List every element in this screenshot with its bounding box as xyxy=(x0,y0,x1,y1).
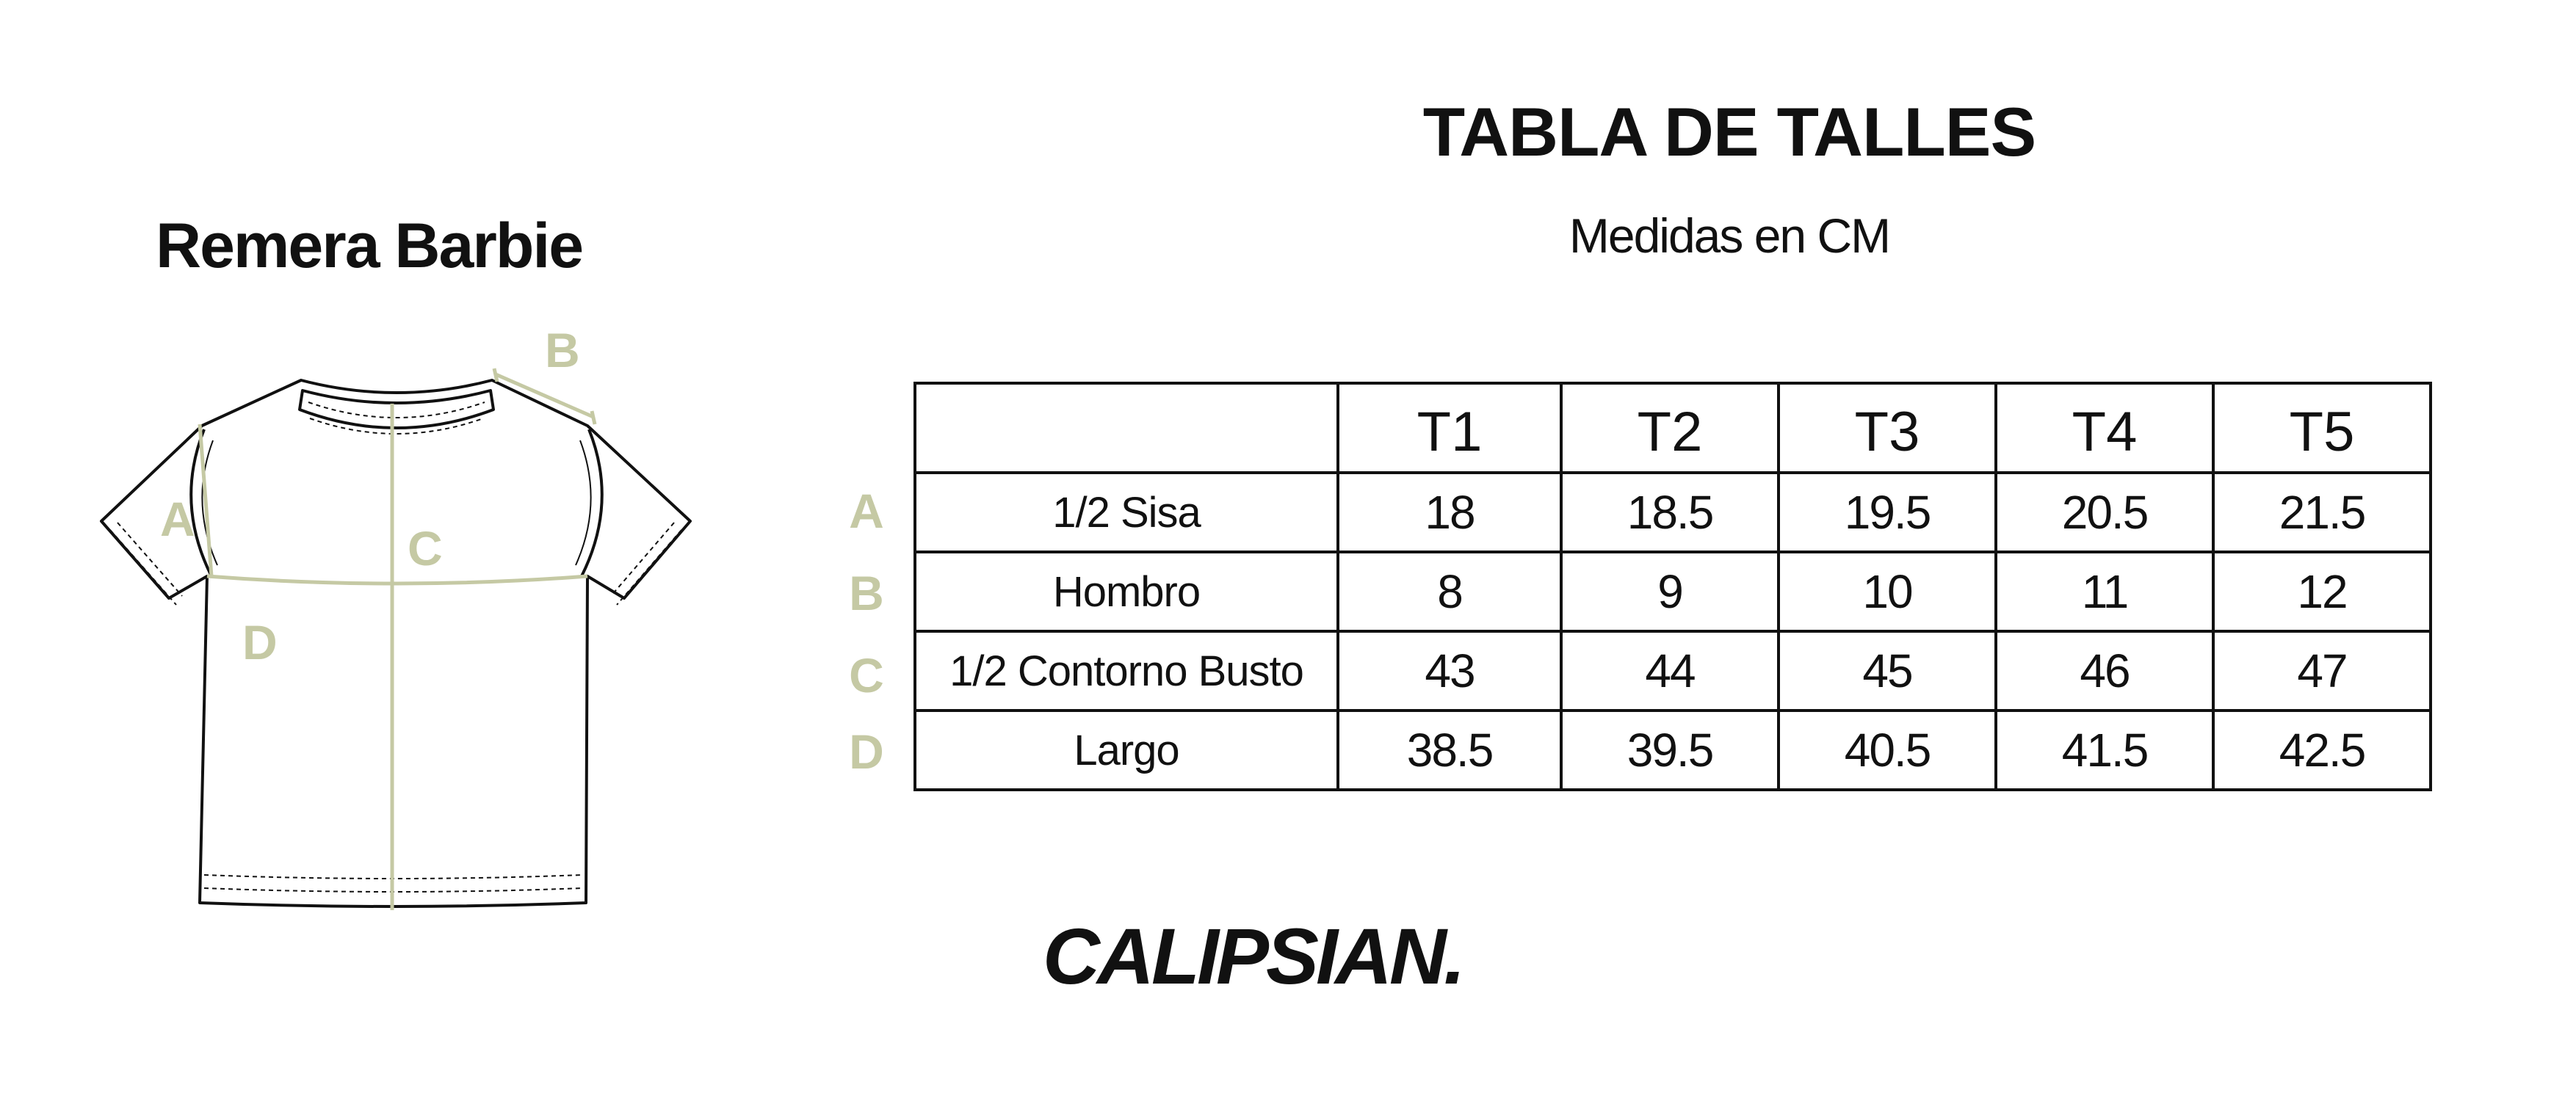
tshirt-outline xyxy=(101,380,690,906)
table-row-contorno-busto xyxy=(915,631,2431,711)
row-letter-b: B xyxy=(849,566,884,620)
diagram-label-a: A xyxy=(160,492,195,546)
row-letter-c: C xyxy=(849,648,884,702)
table-cell: 39.5 xyxy=(1561,711,1779,790)
table-cell: 20.5 xyxy=(1996,473,2213,552)
table-cell: 9 xyxy=(1561,552,1779,631)
table-cell: 11 xyxy=(1996,552,2213,631)
row-label: 1/2 Sisa xyxy=(915,473,1338,552)
table-cell: 38.5 xyxy=(1338,711,1561,790)
measure-line-d xyxy=(207,576,587,584)
table-cell: 40.5 xyxy=(1779,711,1996,790)
table-cell: 18.5 xyxy=(1561,473,1779,552)
header-cell-t2: T2 xyxy=(1561,383,1779,473)
table-cell: 8 xyxy=(1338,552,1561,631)
tshirt-collar xyxy=(300,390,493,428)
header-cell-t4: T4 xyxy=(1996,383,2213,473)
product-title: Remera Barbie xyxy=(156,211,583,281)
size-chart-title: TABLA DE TALLES xyxy=(1422,93,2036,170)
table-row-hombro xyxy=(915,552,2431,631)
diagram-label-d: D xyxy=(242,615,278,669)
row-letter-d: D xyxy=(849,724,884,779)
table-row-sisa xyxy=(915,473,2431,552)
table-cell: 47 xyxy=(2213,631,2431,711)
diagram-label-c: C xyxy=(408,521,443,575)
size-table xyxy=(913,382,2432,791)
row-label: Hombro xyxy=(915,552,1338,631)
table-cell: 43 xyxy=(1338,631,1561,711)
header-cell-empty xyxy=(915,383,1338,473)
row-letter-a: A xyxy=(849,484,884,538)
units-subtitle: Medidas en CM xyxy=(1569,208,1890,263)
table-cell: 12 xyxy=(2213,552,2431,631)
table-cell: 46 xyxy=(1996,631,2213,711)
diagram-label-b: B xyxy=(545,323,580,377)
table-cell: 10 xyxy=(1779,552,1996,631)
row-label: Largo xyxy=(915,711,1338,790)
table-row-largo xyxy=(915,711,2431,790)
table-cell: 44 xyxy=(1561,631,1779,711)
brand-logo: CALIPSIAN. xyxy=(1043,912,1464,1000)
header-cell-t5: T5 xyxy=(2213,383,2431,473)
table-cell: 45 xyxy=(1779,631,1996,711)
header-cell-t3: T3 xyxy=(1779,383,1996,473)
row-label: 1/2 Contorno Busto xyxy=(915,631,1338,711)
table-cell: 19.5 xyxy=(1779,473,1996,552)
table-cell: 18 xyxy=(1338,473,1561,552)
header-cell-t1: T1 xyxy=(1338,383,1561,473)
table-cell: 42.5 xyxy=(2213,711,2431,790)
tshirt-diagram xyxy=(88,323,720,925)
measure-line-b xyxy=(496,374,593,417)
table-cell: 41.5 xyxy=(1996,711,2213,790)
table-header-row xyxy=(915,383,2431,473)
table-cell: 21.5 xyxy=(2213,473,2431,552)
